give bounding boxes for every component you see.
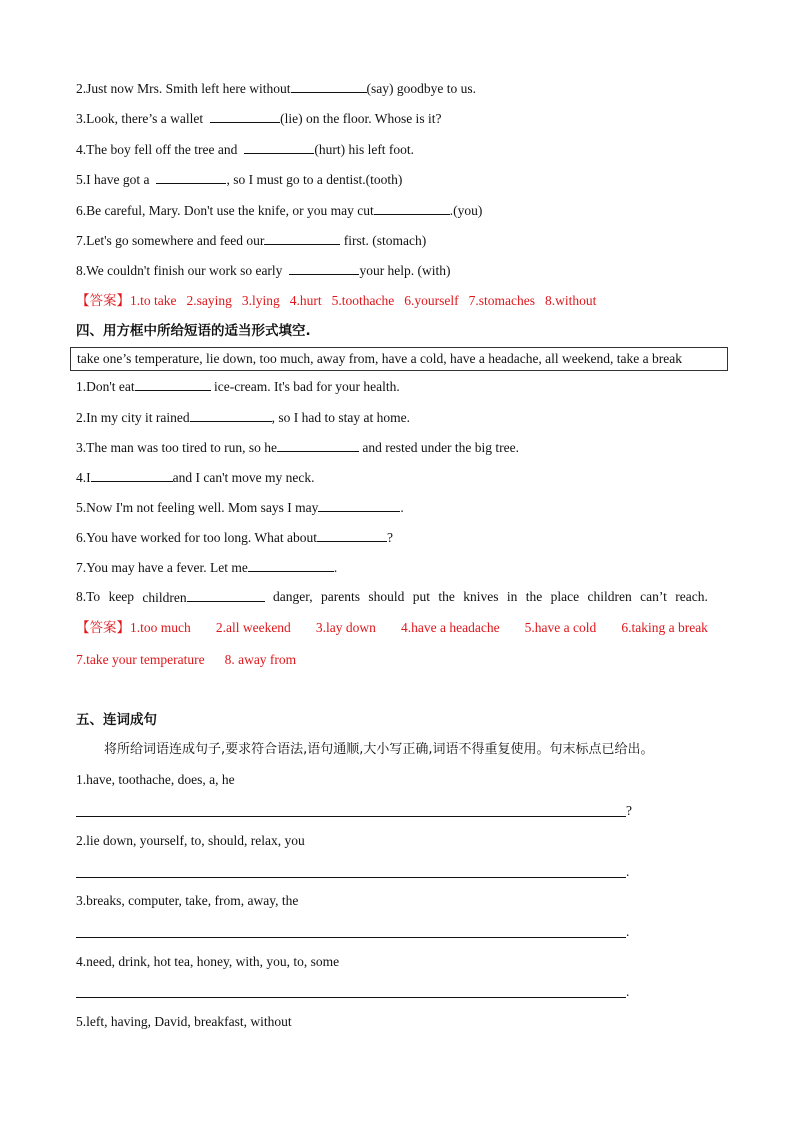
s5-question-4: 4.need, drink, hot tea, honey, with, you, to, some xyxy=(76,954,340,969)
blank[interactable] xyxy=(190,408,272,422)
blank[interactable] xyxy=(135,377,211,391)
answer-line-1[interactable] xyxy=(76,816,626,817)
blank[interactable] xyxy=(91,468,173,482)
blank[interactable] xyxy=(264,231,340,245)
s5-question-5: 5.left, having, David, breakfast, without xyxy=(76,1014,292,1029)
blank[interactable] xyxy=(374,201,450,215)
s3-question-7: 7.Let's go somewhere and feed our first. (stomach) xyxy=(76,233,427,248)
phrase-box: take one’s temperature, lie down, too much, away from, have a cold, have a headache, all weekend, take a break xyxy=(70,347,728,371)
s3-question-6: 6.Be careful, Mary. Don't use the knife, or you may cut .(you) xyxy=(76,203,483,218)
s3-question-3: 3.Look, there’s a wallet (lie) on the floor. Whose is it? xyxy=(76,111,442,126)
blank[interactable] xyxy=(289,261,359,275)
end-punctuation-4: . xyxy=(626,984,630,999)
s3-answer-key: 【答案】1.to take 2.saying 3.lying 4.hurt 5.toothache 6.yourself 7.stomaches 8.without xyxy=(76,293,597,308)
s4-answer-key: 【答案】1.too much 2.all weekend 3.lay down 4.have a headache 5.have a cold 6.taking a break xyxy=(76,620,708,635)
s3-question-2: 2.Just now Mrs. Smith left here without (say) goodbye to us. xyxy=(76,81,476,96)
s4-question-1: 1.Don't eat ice-cream. It's bad for your health. xyxy=(76,379,400,394)
blank[interactable] xyxy=(318,498,400,512)
blank[interactable] xyxy=(291,79,367,93)
blank[interactable] xyxy=(210,109,280,123)
s5-instruction: 将所给词语连成句子,要求符合语法,语句通顺,大小写正确,词语不得重复使用。句末标点已给出。 xyxy=(104,742,654,757)
answer-line-2[interactable] xyxy=(76,877,626,878)
s4-question-5: 5.Now I'm not feeling well. Mom says I may . xyxy=(76,500,404,515)
s4-question-7: 7.You may have a fever. Let me . xyxy=(76,560,338,575)
answer-line-3[interactable] xyxy=(76,937,626,938)
s4-question-6: 6.You have worked for too long. What about ? xyxy=(76,530,393,545)
end-punctuation-1: ? xyxy=(626,803,632,818)
end-punctuation-2: . xyxy=(626,864,630,879)
s3-question-4: 4.The boy fell off the tree and (hurt) his left foot. xyxy=(76,142,415,157)
s4-question-4: 4.I and I can't move my neck. xyxy=(76,470,315,485)
s3-question-5: 5.I have got a , so I must go to a dentist.(tooth) xyxy=(76,172,403,187)
s3-question-8: 8.We couldn't finish our work so early your help. (with) xyxy=(76,263,451,278)
blank[interactable] xyxy=(156,170,226,184)
s4-answer-key-cont: 7.take your temperature 8. away from xyxy=(76,652,297,667)
s5-title: 五、连词成句 xyxy=(76,712,157,728)
s4-question-2: 2.In my city it rained , so I had to stay at home. xyxy=(76,410,410,425)
s5-question-2: 2.lie down, yourself, to, should, relax, you xyxy=(76,833,305,848)
blank[interactable] xyxy=(317,528,387,542)
s4-question-3: 3.The man was too tired to run, so he and rested under the big tree. xyxy=(76,440,520,455)
blank[interactable] xyxy=(248,558,334,572)
s5-question-1: 1.have, toothache, does, a, he xyxy=(76,772,235,787)
blank[interactable] xyxy=(277,438,359,452)
s5-question-3: 3.breaks, computer, take, from, away, the xyxy=(76,893,299,908)
s4-title: 四、用方框中所给短语的适当形式填空. xyxy=(76,323,311,339)
blank[interactable] xyxy=(187,588,265,602)
blank[interactable] xyxy=(244,140,314,154)
s4-question-8: 8.To keep children danger, parents should put the knives in the place children can’t reach. xyxy=(76,589,708,605)
answer-line-4[interactable] xyxy=(76,997,626,998)
end-punctuation-3: . xyxy=(626,924,630,939)
